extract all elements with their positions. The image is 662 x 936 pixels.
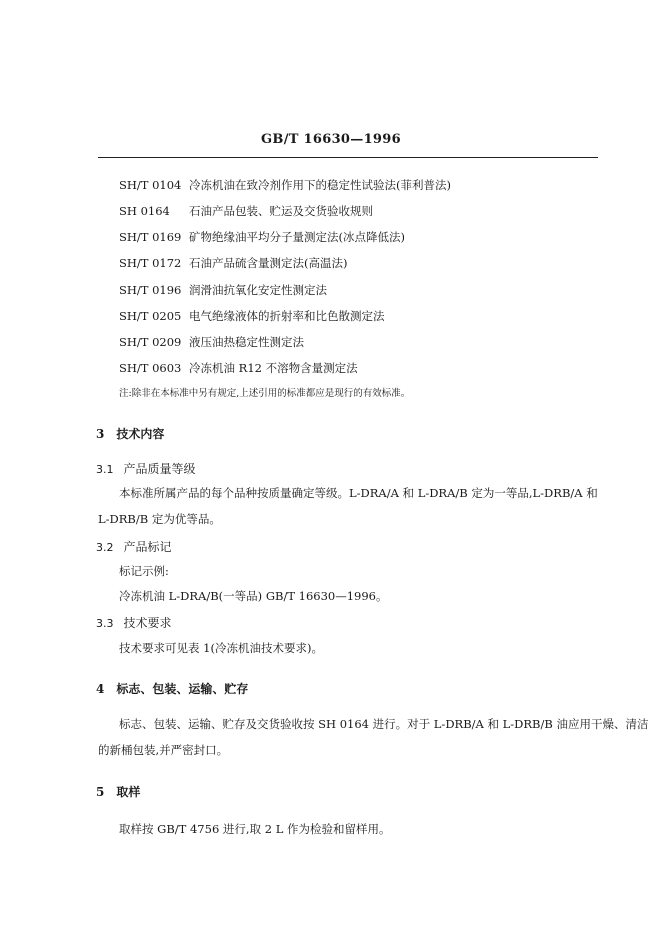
paragraph-line: 本标准所属产品的每个品种按质量确定等级。L-DRA/A 和 L-DRA/B 定为一等品,L-DRB/A 和 — [119, 486, 598, 500]
subsection-number: 3.3 — [96, 617, 114, 630]
reference-item — [119, 203, 373, 219]
paragraph-line: 的新桶包装,并严密封口。 — [98, 743, 229, 757]
subsection-number: 3.2 — [96, 541, 114, 554]
reference-title: 液压油热稳定性测定法 — [189, 335, 304, 349]
reference-title: 冷冻机油在致冷剂作用下的稳定性试验法(菲利普法) — [189, 178, 451, 192]
reference-item — [119, 229, 405, 245]
header-rule — [98, 157, 598, 158]
paragraph-line: 取样按 GB/T 4756 进行,取 2 L 作为检验和留样用。 — [119, 822, 391, 836]
reference-item — [119, 308, 385, 324]
reference-title: 矿物绝缘油平均分子量测定法(冰点降低法) — [189, 230, 405, 244]
reference-title: 石油产品包装、贮运及交货验收规则 — [189, 204, 373, 218]
reference-title: 电气绝缘液体的折射率和比色散测定法 — [189, 309, 385, 323]
paragraph-line: L-DRB/B 定为优等品。 — [98, 512, 221, 526]
reference-item — [119, 255, 347, 271]
section-title: 取样 — [116, 785, 141, 799]
section-number: 3 — [96, 427, 105, 441]
section-4-heading — [96, 680, 248, 697]
reference-code: SH/T 0209 — [119, 335, 182, 349]
section-3-heading — [96, 425, 164, 442]
reference-title: 冷冻机油 R12 不溶物含量测定法 — [189, 361, 358, 375]
section-title: 技术内容 — [116, 427, 165, 441]
reference-code: SH 0164 — [119, 204, 170, 218]
reference-title: 石油产品硫含量测定法(高温法) — [189, 256, 348, 270]
subsection-number: 3.1 — [96, 463, 114, 476]
reference-note: 注:除非在本标准中另有规定,上述引用的标准都应是现行的有效标准。 — [119, 388, 411, 399]
reference-code: SH/T 0205 — [119, 309, 182, 323]
subsection-title: 产品标记 — [123, 540, 172, 554]
section-number: 5 — [96, 785, 105, 799]
subsection-title: 技术要求 — [123, 616, 172, 630]
reference-item — [119, 177, 451, 193]
subsection-3-3-heading — [96, 614, 172, 631]
section-title: 标志、包装、运输、贮存 — [116, 682, 249, 696]
reference-item — [119, 282, 327, 298]
paragraph-line: 标志、包装、运输、贮存及交货验收按 SH 0164 进行。对于 L-DRB/A 和 L-DRB/B 油应用干燥、清洁 — [119, 717, 649, 731]
section-5-heading — [96, 783, 140, 800]
reference-code: SH/T 0196 — [119, 283, 182, 297]
paragraph-line: 技术要求可见表 1(冷冻机油技术要求)。 — [119, 641, 323, 655]
page-header: GB/T 16630—1996 — [261, 132, 401, 147]
subsection-3-2-heading — [96, 538, 172, 555]
reference-item — [119, 360, 358, 376]
reference-title: 润滑油抗氧化安定性测定法 — [189, 283, 327, 297]
paragraph-line: 冷冻机油 L-DRA/B(一等品) GB/T 16630—1996。 — [119, 589, 388, 603]
reference-code: SH/T 0603 — [119, 361, 182, 375]
reference-code: SH/T 0104 — [119, 178, 182, 192]
reference-code: SH/T 0169 — [119, 230, 182, 244]
subsection-3-1-heading — [96, 460, 196, 477]
reference-code: SH/T 0172 — [119, 256, 182, 270]
subsection-title: 产品质量等级 — [123, 462, 196, 476]
paragraph-line: 标记示例: — [119, 564, 169, 578]
reference-item — [119, 334, 304, 350]
section-number: 4 — [96, 682, 105, 696]
